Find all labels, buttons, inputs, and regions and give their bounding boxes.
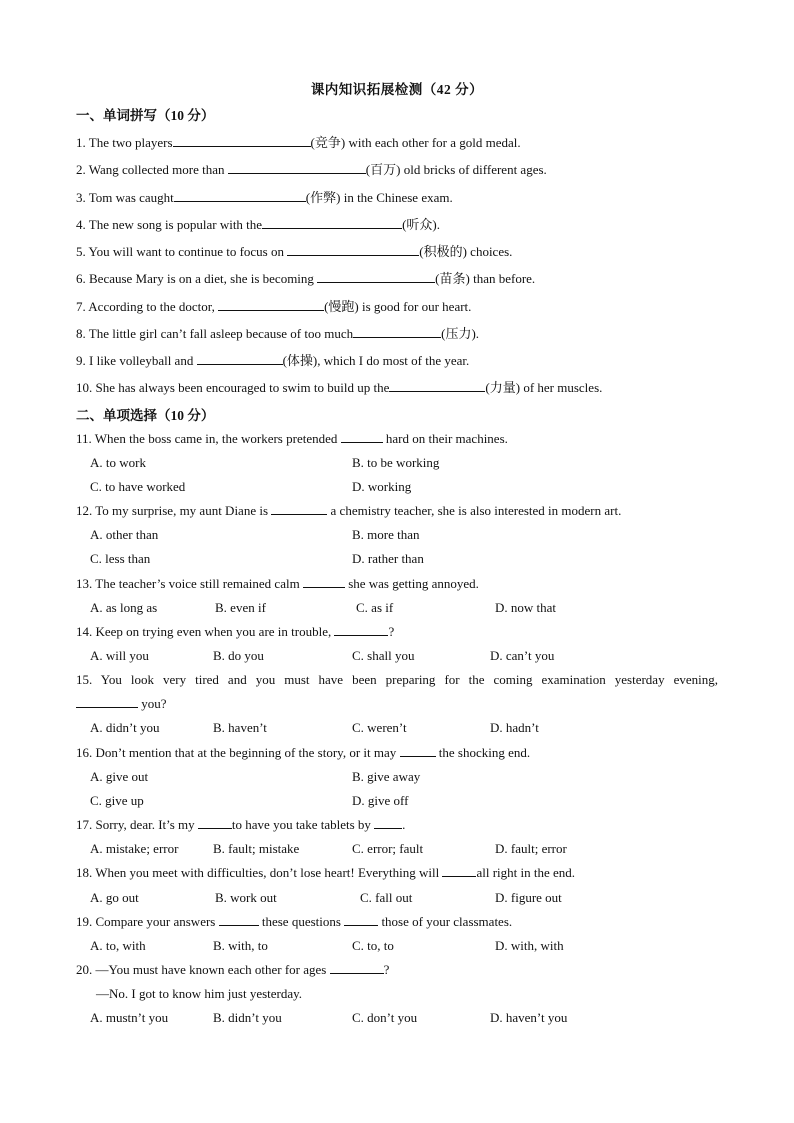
option-b[interactable]: B. with, to: [213, 938, 268, 953]
answer-blank[interactable]: [389, 380, 485, 392]
option-a[interactable]: A. didn’t you: [90, 720, 160, 735]
answer-blank[interactable]: [317, 271, 435, 283]
answer-blank[interactable]: [374, 817, 402, 829]
spelling-item: 8. The little girl can’t fall asleep because of too much (压力).: [76, 326, 480, 341]
answer-blank[interactable]: [341, 431, 383, 443]
spelling-item: 7. According to the doctor, (慢跑) is good for our heart.: [76, 299, 472, 314]
option-b[interactable]: B. work out: [215, 890, 277, 905]
spelling-item: 4. The new song is popular with the (听众).: [76, 217, 440, 232]
answer-blank[interactable]: [76, 696, 138, 708]
answer-blank[interactable]: [262, 217, 402, 229]
option-d[interactable]: D. figure out: [495, 890, 562, 905]
spelling-item: 3. Tom was caught (作弊) in the Chinese exam.: [76, 190, 453, 205]
spelling-item: 9. I like volleyball and (体操), which I do most of the year.: [76, 353, 470, 368]
option-a[interactable]: A. to work: [90, 455, 146, 470]
answer-blank[interactable]: [353, 326, 441, 338]
question-stem: 16. Don’t mention that at the beginning of the story, or it may the shocking end.: [76, 745, 531, 760]
question-stem: 15. You look very tired and you must have been preparing for the coming examination yesterday evening,: [76, 672, 718, 687]
option-c[interactable]: C. weren’t: [352, 720, 407, 735]
answer-blank[interactable]: [400, 745, 436, 757]
spelling-item: 10. She has always been encouraged to swim to build up the (力量) of her muscles.: [76, 380, 603, 395]
option-c[interactable]: C. don’t you: [352, 1010, 418, 1025]
answer-blank[interactable]: [174, 190, 306, 202]
answer-blank[interactable]: [198, 817, 232, 829]
answer-blank[interactable]: [344, 914, 378, 926]
option-c[interactable]: C. to have worked: [90, 479, 186, 494]
question-stem: 17. Sorry, dear. It’s my to have you take tablets by .: [76, 817, 406, 832]
question-stem: 19. Compare your answers these questions those of your classmates.: [76, 914, 513, 929]
spelling-item: 5. You will want to continue to focus on (积极的) choices.: [76, 244, 513, 259]
option-b[interactable]: B. to be working: [352, 455, 440, 470]
option-b[interactable]: B. didn’t you: [213, 1010, 282, 1025]
answer-blank[interactable]: [334, 624, 388, 636]
option-a[interactable]: A. mustn’t you: [90, 1010, 169, 1025]
question-stem: 14. Keep on trying even when you are in trouble, ?: [76, 624, 395, 639]
option-a[interactable]: A. other than: [90, 527, 159, 542]
answer-blank[interactable]: [271, 503, 327, 515]
answer-blank[interactable]: [218, 299, 324, 311]
section-heading-spelling: 一、单词拼写（10 分）: [76, 108, 215, 123]
option-a[interactable]: A. give out: [90, 769, 149, 784]
answer-blank[interactable]: [442, 865, 476, 877]
option-a[interactable]: A. to, with: [90, 938, 146, 953]
option-b[interactable]: B. haven’t: [213, 720, 267, 735]
option-d[interactable]: D. fault; error: [495, 841, 567, 856]
option-d[interactable]: D. with, with: [495, 938, 564, 953]
option-d[interactable]: D. haven’t you: [490, 1010, 568, 1025]
option-b[interactable]: B. more than: [352, 527, 420, 542]
page-title: 课内知识拓展检测（42 分）: [310, 82, 484, 97]
option-c[interactable]: C. error; fault: [352, 841, 424, 856]
option-b[interactable]: B. even if: [215, 600, 266, 615]
option-c[interactable]: C. give up: [90, 793, 144, 808]
option-c[interactable]: C. less than: [90, 551, 151, 566]
option-a[interactable]: A. will you: [90, 648, 149, 663]
spelling-item: 2. Wang collected more than (百万) old bricks of different ages.: [76, 162, 547, 177]
option-d[interactable]: D. working: [352, 479, 412, 494]
answer-blank[interactable]: [287, 244, 419, 256]
answer-blank[interactable]: [219, 914, 259, 926]
question-stem: 18. When you meet with difficulties, don’t lose heart! Everything will all right in the end.: [76, 865, 576, 880]
option-d[interactable]: D. hadn’t: [490, 720, 539, 735]
spelling-item: 1. The two players (竞争) with each other for a gold medal.: [76, 135, 521, 150]
spelling-item: 6. Because Mary is on a diet, she is becoming (苗条) than before.: [76, 271, 536, 286]
question-stem: 12. To my surprise, my aunt Diane is a chemistry teacher, she is also interested in modern art.: [76, 503, 622, 518]
answer-blank[interactable]: [330, 962, 384, 974]
question-dialogue-reply: —No. I got to know him just yesterday.: [96, 986, 303, 1001]
option-b[interactable]: B. fault; mistake: [213, 841, 300, 856]
question-stem: 11. When the boss came in, the workers pretended hard on their machines.: [76, 431, 508, 446]
section-heading-choice: 二、单项选择（10 分）: [76, 408, 215, 423]
question-stem: 13. The teacher’s voice still remained calm she was getting annoyed.: [76, 576, 479, 591]
answer-blank[interactable]: [228, 162, 366, 174]
option-a[interactable]: A. go out: [90, 890, 139, 905]
answer-blank[interactable]: [303, 576, 345, 588]
option-a[interactable]: A. as long as: [90, 600, 158, 615]
option-d[interactable]: D. rather than: [352, 551, 424, 566]
option-c[interactable]: C. fall out: [360, 890, 413, 905]
option-d[interactable]: D. now that: [495, 600, 557, 615]
option-a[interactable]: A. mistake; error: [90, 841, 179, 856]
question-stem: 20. —You must have known each other for ages ?: [76, 962, 390, 977]
answer-blank[interactable]: [173, 135, 311, 147]
question-stem-continued: you?: [76, 696, 167, 712]
option-c[interactable]: C. to, to: [352, 938, 394, 953]
option-b[interactable]: B. do you: [213, 648, 264, 663]
option-d[interactable]: D. give off: [352, 793, 409, 808]
option-c[interactable]: C. shall you: [352, 648, 415, 663]
option-d[interactable]: D. can’t you: [490, 648, 555, 663]
answer-blank[interactable]: [197, 353, 283, 365]
option-b[interactable]: B. give away: [352, 769, 421, 784]
option-c[interactable]: C. as if: [356, 600, 394, 615]
